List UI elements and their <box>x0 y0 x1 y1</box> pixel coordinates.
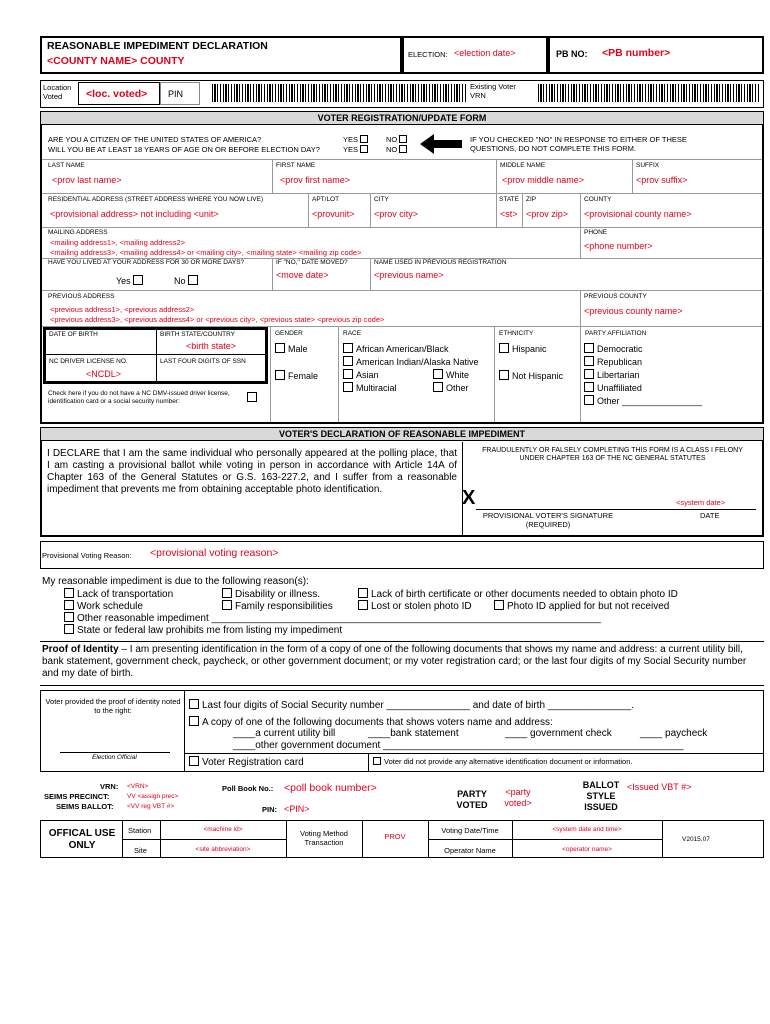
precinct-value: VV <assign prec> <box>127 793 179 800</box>
birth-state-field[interactable]: <birth state> <box>186 341 237 351</box>
age-yes[interactable]: YES <box>343 145 371 154</box>
prev-addr-label: PREVIOUS ADDRESS <box>48 293 115 300</box>
middle-name-field[interactable]: <prov middle name> <box>502 175 585 185</box>
party-option[interactable]: Unaffiliated <box>584 382 642 394</box>
official-proof-label: Voter provided the proof of identity noted to the right: <box>45 697 181 715</box>
impediment-applied[interactable]: Photo ID applied for but not received <box>494 600 669 613</box>
checkbox[interactable] <box>360 135 368 143</box>
state-label: STATE <box>499 196 519 203</box>
checkbox[interactable] <box>584 369 594 379</box>
citizen-yes[interactable]: YES <box>343 135 371 144</box>
date-label: DATE <box>700 511 720 520</box>
checkbox[interactable] <box>343 382 353 392</box>
proof-utility: ____a current utility bill <box>233 728 336 739</box>
site-value: <site abbreviation> <box>195 846 251 853</box>
suffix-label: SUFFIX <box>636 162 660 169</box>
voter-reg-band: VOTER REGISTRATION/UPDATE FORM <box>40 111 764 125</box>
pollbook-value: <poll book number> <box>284 782 377 794</box>
move-label: IF "NO," DATE MOVED? <box>276 259 348 266</box>
city-field[interactable]: <prov city> <box>374 209 419 219</box>
checkbox[interactable] <box>64 600 74 610</box>
ethnicity-label: ETHNICITY <box>499 330 534 337</box>
party-option[interactable]: Other ________________ <box>584 395 702 407</box>
middle-name-label: MIDDLE NAME <box>500 162 546 169</box>
checkbox[interactable] <box>188 275 198 285</box>
existing-vrn-label: Existing Voter VRN <box>470 82 516 100</box>
county-label: COUNTY <box>584 196 612 203</box>
reason-box <box>40 541 764 569</box>
site-label: Site <box>134 846 147 855</box>
datetime-value: <system date and time> <box>552 826 622 833</box>
election-official-label: Election Official <box>92 754 137 761</box>
election-value: <election date> <box>454 48 516 58</box>
gender-female[interactable]: Female <box>275 370 318 382</box>
impediment-family[interactable]: Family responsibilities <box>222 600 333 613</box>
station-value: <machine id> <box>203 826 243 833</box>
vrn-label: VRN: <box>100 782 119 791</box>
dob-label: DATE OF BIRTH <box>49 331 98 338</box>
checkbox[interactable] <box>499 370 509 380</box>
office-use-label: OFFICAL USE ONLY <box>48 828 116 851</box>
impediment-law[interactable]: State or federal law prohibits me from listing my impediment <box>64 624 342 637</box>
proof-other-doc: ____other government document ______________________________________________________ <box>233 740 684 751</box>
suffix-field[interactable]: <prov suffix> <box>636 175 688 185</box>
election-label: ELECTION: <box>408 50 448 59</box>
res-addr-field[interactable]: <provisional address> not including <unit> <box>50 209 219 219</box>
q-age: WILL YOU BE AT LEAST 18 YEARS OF AGE ON OR BEFORE ELECTION DAY? <box>48 145 320 154</box>
checkbox[interactable] <box>399 135 407 143</box>
prev-name-label: NAME USED IN PREVIOUS REGISTRATION <box>374 259 507 266</box>
form-title: REASONABLE IMPEDIMENT DECLARATION <box>47 40 268 52</box>
seims-ballot-value: <VV reg VBT #> <box>127 803 175 810</box>
proof-vrc[interactable]: Voter Registration card <box>189 756 304 769</box>
party-option[interactable]: Libertarian <box>584 369 640 381</box>
vrn-value: <VRN> <box>127 783 149 790</box>
city-label: CITY <box>374 196 389 203</box>
proof-bank: ____bank statement <box>368 728 459 739</box>
operator-value: <operator name> <box>562 846 612 853</box>
footer-pin-value: <PIN> <box>284 804 310 814</box>
gender-male[interactable]: Male <box>275 343 308 355</box>
pin-label: PIN <box>168 89 184 99</box>
footer-pin-label: PIN: <box>262 805 277 814</box>
no-id-checkbox[interactable] <box>247 392 257 402</box>
declaration-text: I DECLARE that I am the same individual who personally appeared at the polling place, that I am casting a provisional ballot while voting in person in accordance with Article 14A of Chapter 163 of the General Statutes or G.S. 163-227.2, and I suffer from a reasonable impediment that prevents me from obtaining acceptable photo identification. <box>47 448 457 495</box>
ncdl-field[interactable]: <NCDL> <box>86 369 122 379</box>
proof-gov-check: ____ government check <box>505 728 612 739</box>
lived-yes[interactable]: Yes <box>116 275 146 287</box>
ballot-style-value: <Issued VBT #> <box>627 782 692 792</box>
citizen-warning: IF YOU CHECKED "NO" IN RESPONSE TO EITHER OF THESE QUESTIONS, DO NOT COMPLETE THIS FORM. <box>470 135 687 153</box>
datetime-label: Voting Date/Time <box>441 826 499 835</box>
impediment-other[interactable]: Other reasonable impediment ______________________________________________________________________ <box>64 612 601 625</box>
county-name: <COUNTY NAME> COUNTY <box>47 55 185 67</box>
location-value: <loc. voted> <box>86 88 148 100</box>
impediment-work[interactable]: Work schedule <box>64 600 143 613</box>
phone-field[interactable]: <phone number> <box>584 241 653 251</box>
pb-label: PB NO: <box>556 49 588 59</box>
no-id-text: Check here if you do not have a NC DMV-issued driver license, identification card or a social security number: <box>48 390 230 405</box>
prev-name-field[interactable]: <previous name> <box>374 270 444 280</box>
location-label: Location Voted <box>43 83 72 101</box>
move-date-field[interactable]: <move date> <box>276 270 329 280</box>
impediment-intro: My reasonable impediment is due to the following reason(s): <box>42 576 309 587</box>
impediment-transport[interactable]: Lack of transportation <box>64 588 173 601</box>
party-option[interactable]: Democratic <box>584 343 643 355</box>
pin-barcode <box>212 84 466 102</box>
checkbox[interactable] <box>222 600 232 610</box>
prev-addr-line2[interactable]: <previous address3>, <previous address4> or <previous city>, <previous state> <previous zip code> <box>50 315 385 324</box>
checkbox[interactable] <box>358 588 368 598</box>
checkbox[interactable] <box>189 699 199 709</box>
checkbox[interactable] <box>64 612 74 622</box>
declaration-band: VOTER'S DECLARATION OF REASONABLE IMPEDIMENT <box>40 427 764 441</box>
birth-state-label: BIRTH STATE/COUNTRY <box>160 331 235 338</box>
felony-warning: FRAUDULENTLY OR FALSELY COMPLETING THIS FORM IS A CLASS I FELONY UNDER CHAPTER 163 OF THE NC GENERAL STATUTES <box>482 447 743 462</box>
race-option[interactable]: Asian <box>343 369 379 381</box>
seims-ballot-label: SEIMS BALLOT: <box>56 802 114 811</box>
checkbox[interactable] <box>222 588 232 598</box>
signature-x: X <box>462 487 476 509</box>
impediment-lost-id[interactable]: Lost or stolen photo ID <box>358 600 472 613</box>
method-value: PROV <box>384 832 406 841</box>
mailing-label: MAILING ADDRESS <box>48 229 108 236</box>
ssn-label: LAST FOUR DIGITS OF SSN <box>160 358 246 365</box>
precinct-label: SEIMS PRECINCT: <box>44 792 110 801</box>
checkbox[interactable] <box>189 756 199 766</box>
race-option[interactable]: Multiracial <box>343 382 397 394</box>
race-label: RACE <box>343 330 362 337</box>
first-name-field[interactable]: <prov first name> <box>280 175 351 185</box>
party-option[interactable]: Republican <box>584 356 642 368</box>
checkbox[interactable] <box>494 600 504 610</box>
checkbox[interactable] <box>133 275 143 285</box>
checkbox[interactable] <box>64 624 74 634</box>
proof-ssn[interactable]: Last four digits of Social Security number _______________ and date of birth _______________. <box>189 699 634 712</box>
proof-paycheck: ____ paycheck <box>640 728 708 739</box>
first-name-label: FIRST NAME <box>276 162 316 169</box>
ballot-style-label: BALLOT STYLE ISSUED <box>582 780 620 812</box>
race-option[interactable]: White <box>433 369 469 381</box>
left-arrow-icon <box>420 134 462 154</box>
impediment-birth-cert[interactable]: Lack of birth certificate or other documents needed to obtain photo ID <box>358 588 678 601</box>
zip-label: ZIP <box>526 196 537 203</box>
checkbox[interactable] <box>189 716 199 726</box>
checkbox[interactable] <box>373 757 381 765</box>
ethnicity-option[interactable]: Not Hispanic <box>499 370 563 382</box>
mailing-line2[interactable]: <mailing address3>, <mailing address4> or <mailing city>, <mailing state> <mailing zip code> <box>50 248 362 257</box>
prev-addr-line1[interactable]: <previous address1>, <previous address2> <box>50 305 195 314</box>
pollbook-label: Poll Book No.: <box>222 784 274 793</box>
checkbox[interactable] <box>433 369 443 379</box>
system-date: <system date> <box>676 498 726 507</box>
checkbox[interactable] <box>343 356 353 366</box>
race-option[interactable]: African American/Black <box>343 343 449 355</box>
checkbox[interactable] <box>275 370 285 380</box>
apt-field[interactable]: <provunit> <box>312 209 355 219</box>
party-voted-value: <party voted> <box>504 787 532 808</box>
checkbox[interactable] <box>584 395 594 405</box>
age-no[interactable]: NO <box>386 145 410 154</box>
q-citizen: ARE YOU A CITIZEN OF THE UNITED STATES OF AMERICA? <box>48 135 262 144</box>
proof-not-provided[interactable]: Voter did not provide any alternative identification document or information. <box>373 757 632 766</box>
method-label: Voting Method Transaction <box>300 829 348 847</box>
county-field[interactable]: <provisional county name> <box>584 209 692 219</box>
party-label: PARTY AFFILIATION <box>585 330 647 337</box>
mailing-line1[interactable]: <mailing address1>, <mailing address2> <box>50 238 186 247</box>
checkbox[interactable] <box>433 382 443 392</box>
res-addr-label: RESIDENTIAL ADDRESS (STREET ADDRESS WHERE YOU NOW LIVE) <box>48 196 264 203</box>
checkbox[interactable] <box>358 600 368 610</box>
phone-label: PHONE <box>584 229 608 236</box>
gender-label: GENDER <box>275 330 303 337</box>
last-name-field[interactable]: <prov last name> <box>52 175 122 185</box>
race-option[interactable]: American Indian/Alaska Native <box>343 356 479 368</box>
checkbox[interactable] <box>343 343 353 353</box>
prev-county-label: PREVIOUS COUNTY <box>584 293 647 300</box>
checkbox[interactable] <box>584 343 594 353</box>
checkbox[interactable] <box>584 356 594 366</box>
checkbox[interactable] <box>343 369 353 379</box>
state-field[interactable]: <st> <box>500 209 518 219</box>
apt-label: APT/LOT <box>312 196 340 203</box>
version-label: V2015.07 <box>682 836 710 843</box>
checkbox[interactable] <box>399 145 407 153</box>
q-lived: HAVE YOU LIVED AT YOUR ADDRESS FOR 30 OR MORE DAYS? <box>48 259 245 266</box>
ncdl-label: NC DRIVER LICENSE NO. <box>49 358 128 365</box>
lived-no[interactable]: No <box>174 275 201 287</box>
citizen-no[interactable]: NO <box>386 135 410 144</box>
race-option[interactable]: Other <box>433 382 469 394</box>
checkbox[interactable] <box>275 343 285 353</box>
checkbox[interactable] <box>584 382 594 392</box>
proof-copy[interactable]: A copy of one of the following documents that shows voters name and address: <box>189 716 553 729</box>
checkbox[interactable] <box>64 588 74 598</box>
reason-label: Provisional Voting Reason: <box>42 551 132 560</box>
zip-field[interactable]: <prov zip> <box>526 209 569 219</box>
checkbox[interactable] <box>499 343 509 353</box>
vrn-barcode <box>538 84 760 102</box>
proof-text: Proof of Identity – I am presenting identification in the form of a copy of one of the following documents that shows my name and address: a current utility bill, bank statement, government check, paycheck, or other government document; or my voter registration card; or the last four digits of my Social Security number and my date of birth. <box>42 644 747 679</box>
reason-value: <provisional voting reason> <box>150 547 279 559</box>
prev-county-field[interactable]: <previous county name> <box>584 306 683 316</box>
signature-label: PROVISIONAL VOTER'S SIGNATURE (REQUIRED) <box>482 511 614 529</box>
ethnicity-option[interactable]: Hispanic <box>499 343 547 355</box>
operator-label: Operator Name <box>444 846 496 855</box>
party-voted-label: PARTY VOTED <box>456 789 488 810</box>
last-name-label: LAST NAME <box>48 162 85 169</box>
pb-value: <PB number> <box>602 47 671 59</box>
checkbox[interactable] <box>360 145 368 153</box>
pin-field[interactable] <box>160 82 200 105</box>
impediment-disability[interactable]: Disability or illness. <box>222 588 320 601</box>
station-label: Station <box>128 826 152 835</box>
